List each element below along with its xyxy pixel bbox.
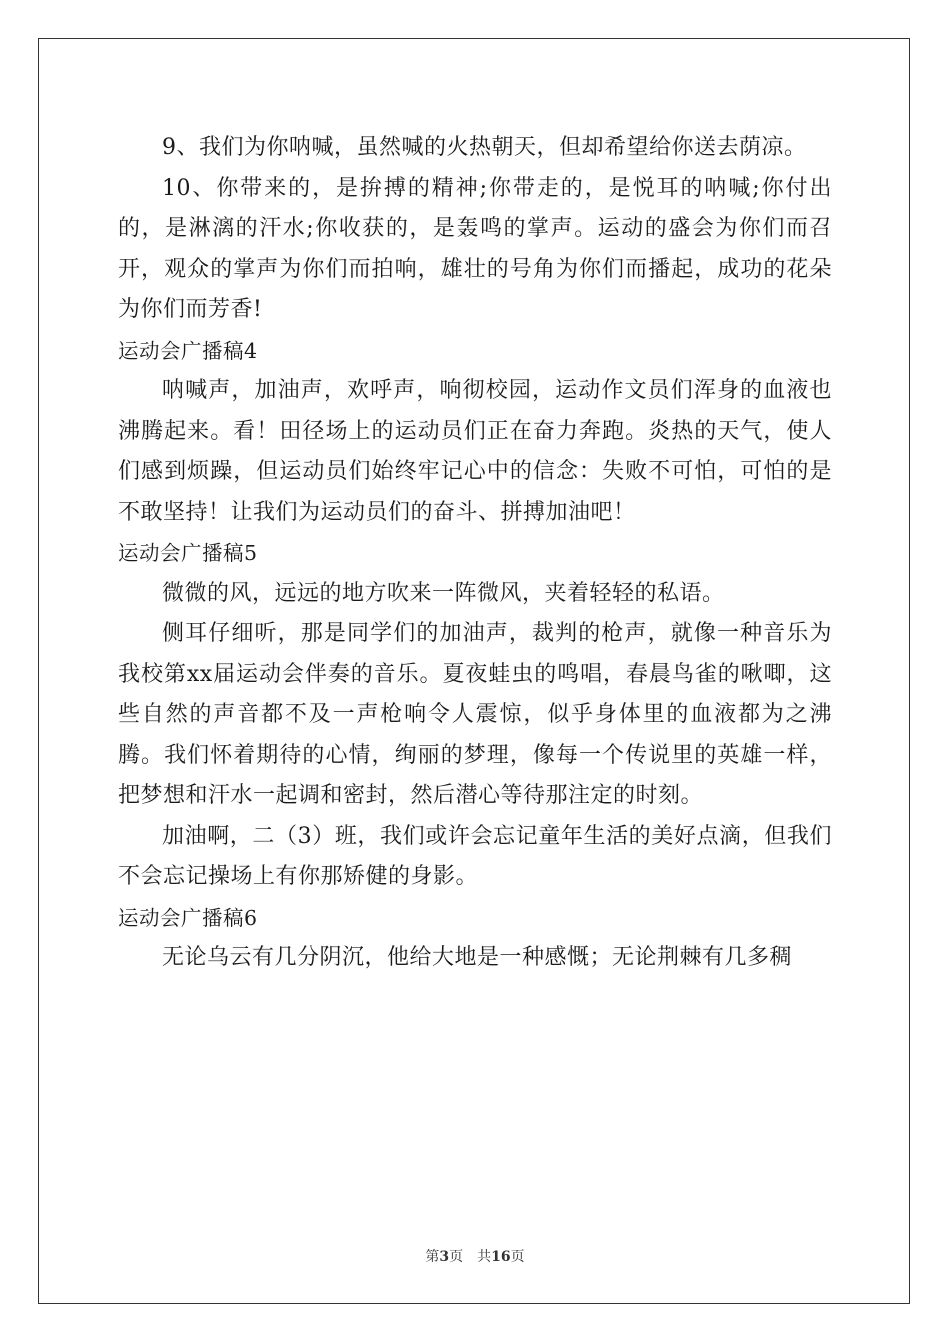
paragraph: 无论乌云有几分阴沉，他给大地是一种感慨；无论荆棘有几多稠 bbox=[162, 945, 793, 970]
section-heading: 运动会广播稿5 bbox=[118, 541, 258, 565]
page-total: 16 bbox=[491, 1249, 511, 1265]
paragraph: 侧耳仔细听，那是同学们的加油声，裁判的枪声，就像一种音乐为我校第xx届运动会伴奏的音乐。夏夜蛙虫的鸣唱，春晨鸟雀的啾唧，这些自然的声音都不及一声枪响令人震惊，似乎身体里的血液都为之沸腾。我们怀着期待的心情，绚丽的梦理，像每一个传说里的英雄一样，把梦想和汗水一起调和密封，然后潜心等待那注定的时刻。 bbox=[118, 621, 832, 808]
section-heading: 运动会广播稿4 bbox=[118, 338, 258, 363]
paragraph: 微微的风，远远的地方吹来一阵微风，夹着轻轻的私语。 bbox=[162, 580, 725, 606]
paragraph: 呐喊声，加油声，欢呼声，响彻校园，运动作文员们浑身的血液也沸腾起来。看！田径场上的运动员们正在奋力奔跑。炎热的天气，使人们感到烦躁，但运动员们始终牢记心中的信念：失败不可怕，可怕的是不敢坚持！让我们为运动员们的奋斗、拼搏加油吧！ bbox=[118, 378, 832, 525]
page-mid: 页 共 bbox=[449, 1249, 492, 1265]
paragraph: 10、你带来的，是拚搏的精神;你带走的，是悦耳的呐喊;你付出的，是淋漓的汗水;你收获的，是轰鸣的掌声。运动的盛会为你们而召开，观众的掌声为你们而拍响，雄壮的号角为你们而播起，成功的花朵为你们而芳香! bbox=[118, 175, 832, 322]
section-heading: 运动会广播稿6 bbox=[118, 905, 258, 930]
page-suffix: 页 bbox=[510, 1249, 525, 1265]
page-prefix: 第 bbox=[425, 1249, 440, 1265]
document-body bbox=[118, 128, 832, 979]
page-current: 3 bbox=[439, 1249, 450, 1265]
paragraph: 9、我们为你呐喊，虽然喊的火热朝天，但却希望给你送去荫凉。 bbox=[162, 135, 807, 160]
page-footer bbox=[0, 1246, 950, 1266]
paragraph: 加油啊，二（3）班，我们或许会忘记童年生活的美好点滴，但我们不会忘记操场上有你那矫健的身影。 bbox=[118, 823, 832, 889]
